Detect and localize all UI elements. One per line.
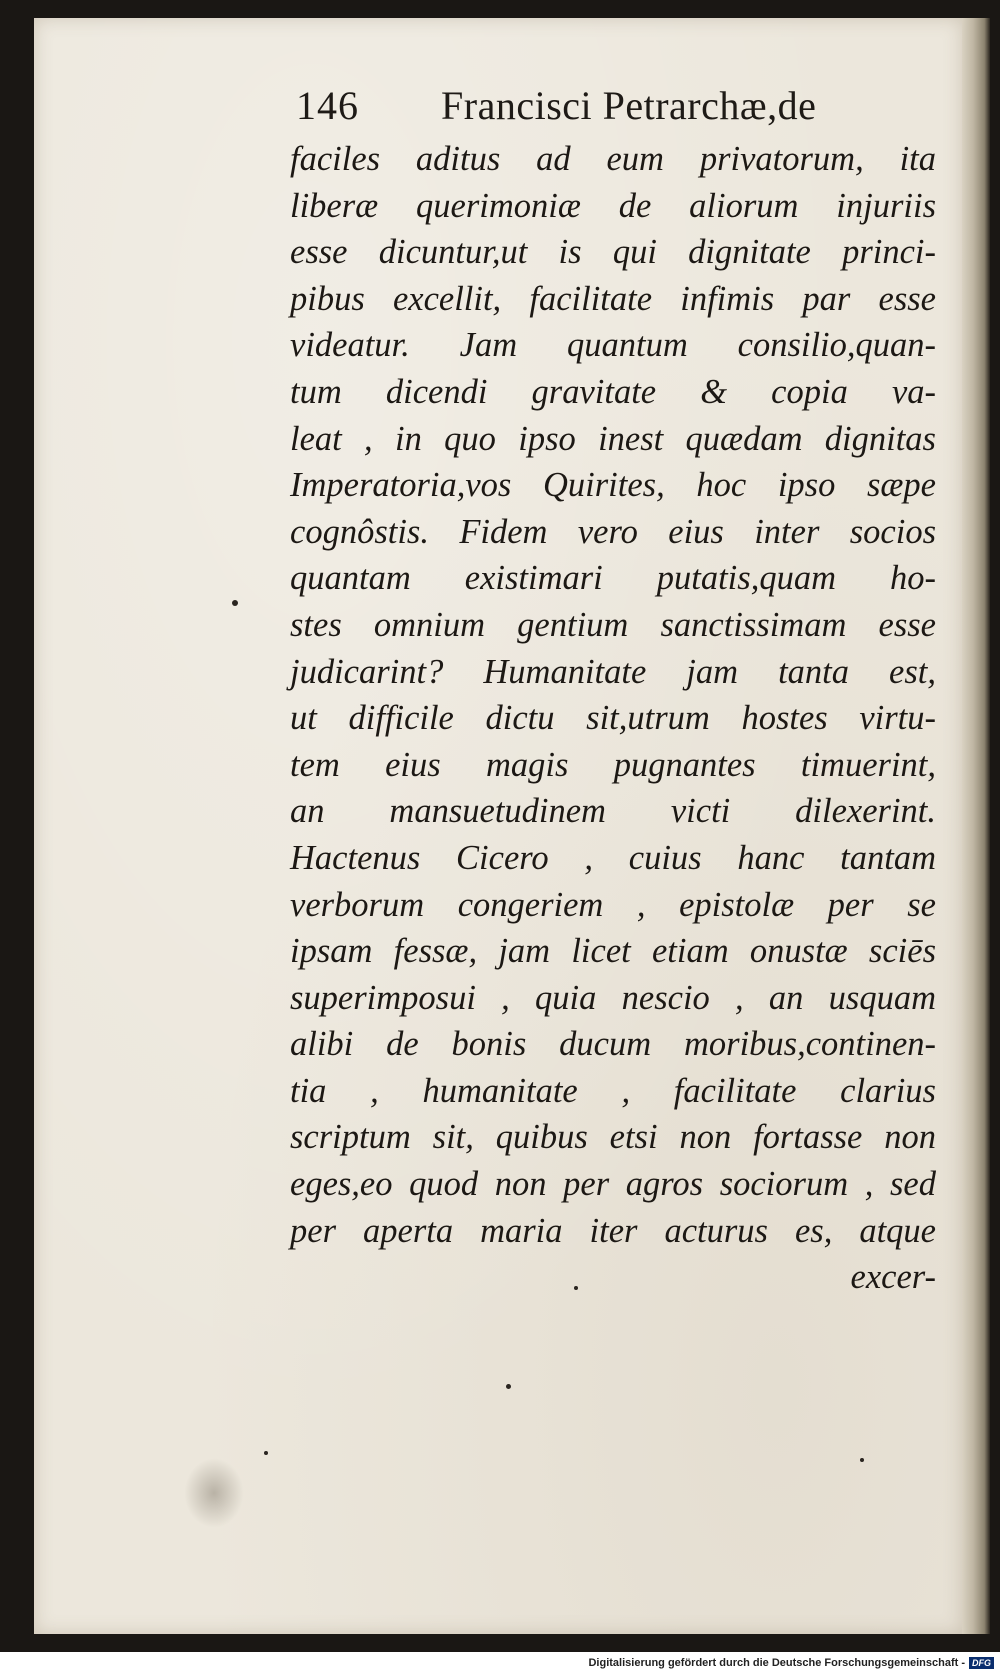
page-number: 146 bbox=[296, 83, 359, 128]
page-smudge bbox=[184, 1458, 244, 1528]
ink-speck bbox=[232, 600, 238, 606]
credit-text: Digitalisierung gefördert durch die Deutsche Forschungsgemeinschaft - bbox=[588, 1657, 965, 1669]
page-edge bbox=[962, 18, 990, 1634]
text-line: cognôstis. Fidem vero eius inter socios bbox=[290, 512, 936, 551]
running-head: Francisci Petrarchæ,de bbox=[441, 83, 817, 128]
text-line: leat , in quo ipso inest quædam dignitas bbox=[290, 419, 936, 458]
text-line: quantam existimari putatis,quam ho- bbox=[290, 559, 936, 598]
text-line: tum dicendi gravitate & copia va- bbox=[290, 372, 936, 411]
text-line: eges,eo quod non per agros sociorum , sed bbox=[290, 1165, 936, 1204]
dfg-logo: DFG bbox=[969, 1657, 994, 1669]
text-line: per aperta maria iter acturus es, atque bbox=[290, 1211, 936, 1250]
text-line: pibus excellit, facilitate infimis par esse bbox=[290, 279, 936, 318]
text-line: verborum congeriem , epistolæ per se bbox=[290, 885, 936, 924]
text-line: judicarint? Humanitate jam tanta est, bbox=[290, 652, 936, 691]
text-line: scriptum sit, quibus etsi non fortasse non bbox=[290, 1118, 936, 1157]
text-line: superimposui , quia nescio , an usquam bbox=[290, 978, 936, 1017]
ink-speck bbox=[264, 1451, 268, 1455]
text-line: ipsam fessæ, jam licet etiam onustæ sciēs bbox=[290, 932, 936, 971]
text-line: tia , humanitate , facilitate clarius bbox=[290, 1071, 936, 1110]
ink-speck bbox=[860, 1458, 864, 1462]
text-line: ut difficile dictu sit,utrum hostes virtu- bbox=[290, 699, 936, 738]
text-line: faciles aditus ad eum privatorum, ita bbox=[290, 140, 936, 178]
text-line: Imperatoria,vos Quirites, hoc ipso sæpe bbox=[290, 466, 936, 505]
text-line: an mansuetudinem victi dilexerint. bbox=[290, 792, 936, 831]
body-text bbox=[290, 136, 936, 1301]
catchword: excer- bbox=[850, 1258, 936, 1297]
digitization-credit bbox=[588, 1654, 994, 1672]
page-header bbox=[296, 82, 896, 132]
text-line: stes omnium gentium sanctissimam esse bbox=[290, 605, 936, 644]
text-line: videatur. Jam quantum consilio,quan- bbox=[290, 326, 936, 365]
text-line: esse dicuntur,ut is qui dignitate princi- bbox=[290, 233, 936, 272]
text-line: Hactenus Cicero , cuius hanc tantam bbox=[290, 838, 936, 877]
text-line: alibi de bonis ducum moribus,continen- bbox=[290, 1025, 936, 1064]
text-line: liberæ querimoniæ de aliorum injuriis bbox=[290, 186, 936, 225]
ink-speck bbox=[506, 1384, 511, 1389]
text-line: tem eius magis pugnantes timuerint, bbox=[290, 745, 936, 784]
